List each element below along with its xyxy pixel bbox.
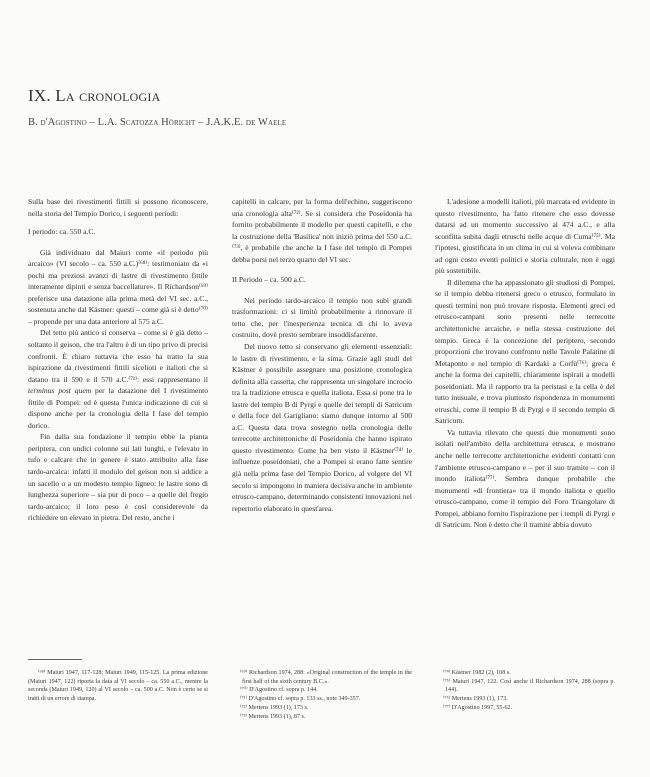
footnote: ⁽⁷³⁾ Mertens 1993 (1), 87 s.	[240, 713, 306, 720]
paragraph: Fin dalla sua fondazione il tempio ebbe la pianta periptera, con undici colonne sui lati lunghi, e l'elevato in tufo e calcare che in genere è stato attribuito alla fase tardo-arcaica: infatti il modulo del geison non si addice a un sacello o a un modesto tempio ligneo: le lastre sono di lunghezza superiore – sia pur di poco – a quelle del fregio tardo-arcaico; il loro peso è così considerevole da richiedere un elevato in pietra. Del resto, anche i	[28, 432, 208, 523]
text-column-2	[232, 196, 412, 514]
section-heading: I periodo: ca. 550 a.C.	[28, 227, 96, 237]
paragraph: capitelli in calcare, per la forma dell'echino, suggeriscono una cronologia alta⁽⁷²⁾. Se si considera che Poseidonia ha fornito probabilmente il modello per questi capitelli, e che la costruzione della 'Basilica' non iniziò prima del 550 a.C.⁽⁷³⁾, è probabile che anche la I fase del tempio di Pompei debba porsi nel terzo quarto del VI sec.	[232, 197, 412, 264]
footnote: ⁽⁷⁵⁾ Maiuri 1947, 122. Così anche il Richardson 1974, 288 (sopra p. 144).	[443, 678, 615, 694]
paragraph: Sulla base dei rivestimenti fittili si possono riconoscere, nella storia del Tempio Dorico, i seguenti periodi:	[28, 197, 208, 218]
footnote: ⁽⁷⁷⁾ D'Agostino 1997, 55-62.	[443, 704, 513, 711]
paragraph: Va tuttavia rilevato che questi due monumenti sono isolati nell'ambito della architettura etrusca, e mostrano anche nelle terrecotte architettoniche evidenti contatti con l'ambiente etrusco-campano e – per il suo tramite – con il mondo italiota⁽⁷⁷⁾. Sembra dunque probabile che monumenti «di frontiera» tra il mondo italiota e quello etrusco-campano, come il tempio del Foro Triangolare di Pompei, abbiano fornito l'ispirazione per i templi di Pyrgi e di Satricum. Non è detto che il tramite abbia dovuto	[435, 427, 615, 530]
paragraph: L'adesione a modelli italioti, più marcata ed evidente in questo rivestimento, ha fatto ritenere che esso dovesse datarsi ad un momento successivo al 474 a.C., e alla sconfitta subita dagli etruschi nelle acque di Cuma⁽⁷⁵⁾. Ma l'ipotesi, giustificata in un clima in cui si voleva combinare ad ogni costo eventi politici e storia culturale, non è oggi più sostenibile.	[435, 197, 615, 276]
footnote: ⁽⁷⁰⁾ D'Agostino cf. sopra p. 144.	[240, 687, 318, 694]
paragraph	[28, 327, 208, 431]
paragraph: Nel periodo tardo-arcaico il tempio non subì grandi trasformazioni: ci si limitò probabilmente a rinnovare il tetto che, per l'inesperienza tecnica di chi lo aveva costruito, dovè presto sembrare insoddisfacente.	[232, 295, 412, 340]
text-column-1	[28, 196, 208, 524]
paragraph-text: Del tetto più antico si conserva – come si è già detto – soltanto il geison, che tra l'altro è di un tipo privo di precisi confronti. È chiaro tuttavia che esso ha tratto la sua ispirazione da rivestimenti fittili sicelioti e italioti che si datano tra il 590 e il 570 a.C.⁽⁷¹⁾: essi rappresentano il	[28, 328, 208, 384]
text-column-3	[435, 196, 615, 531]
chapter-number: IX.	[28, 86, 51, 105]
paragraph: Il dilemma che ha appassionato gli studiosi di Pompei, se il tempio debba ritenersi greco o etrusco, formulato in questi termini non può trovare risposta. Elementi greci ed etrusco-campani sono presenti nelle terrecotte architettoniche arcaiche, e nella stessa costruzione del tempio. Greca è la concezione del periptero, secondo proporzioni che trovano confronto nelle Tavole Palatine di Metaponto e nel tempio di Kardaki a Corfù⁽⁷⁶⁾; greca è anche la forma dei capitelli, chiaramente ispirati a modelli poseidoniati. Ma il rapporto tra la peristasi e la cella è del tutto inusuale, e trova piuttosto rispondenza in monumenti etruschi, come il tempio B di Pyrgi e il secondo tempio di Satricum.	[435, 277, 615, 426]
paragraph-text: per la datazione del I rivestimento fittile di Pompei: ed è questa l'unica indicazione di cui si dispone anche per la cronologia della I fase del tempio dorico.	[28, 386, 208, 430]
footnote-separator	[28, 659, 82, 660]
footnote: ⁽⁷²⁾ Mertens 1993 (1), 173 s.	[240, 704, 309, 711]
footnote: ⁽⁷¹⁾ D'Agostino cf. sopra p. 133 ss., note 349-357.	[240, 696, 361, 703]
chapter-title	[28, 86, 160, 106]
paragraph: Già individuato dal Maiuri come «il periodo più arcaico» (VI secolo – ca. 550 a.C.)⁽⁶⁸⁾: testimoniato da «i pochi ma preziosi avanzi di lastre di rivestimento fittile interamente dipinti e senza baccellature». Il Richardson⁽⁶⁹⁾ preferisce una datazione alla prima metà del VI sec. a.C., sostenuta anche dal Kästner: questi – come già si è detto⁽⁷⁰⁾ – propende per una data anteriore al 575 a.C.	[28, 247, 208, 326]
footnotes-column-3	[435, 669, 615, 713]
chapter-title-text: La cronologia	[55, 86, 161, 105]
footnotes-column-2	[232, 669, 412, 721]
footnote: ⁽⁶⁹⁾ Richardson 1974, 288: «Original construction of the temple in the first half of the sixth century B.C.».	[240, 670, 412, 685]
chapter-authors: B. d'Agostino – L.A. Scatozza Höricht – J.A.K.E. de Waele	[28, 117, 287, 128]
section-heading: II Periodo – ca. 500 a.C.	[232, 275, 306, 285]
latin-phrase: terminus post quem	[28, 386, 92, 396]
footnote: ⁽⁷⁴⁾ Kästner 1982 (2), 108 s.	[443, 670, 511, 676]
paragraph: Del nuovo tetto si conservano gli elementi essenziali: le lastre di rivestimento, e la sima. Grazie agli studi del Kästner è possibile assegnare una posizione cronologica definita alla cassetta, che rappresenta un singolare incrocio tra la tradizione etrusca e quella italiota. Essa si pone tra le lastre del tempio B di Pyrgi e quelle dei templi di Satricum e della foce del Garigliano: siamo dunque intorno al 500 a.C. Questa data trova sostegno nella cronologia delle terrecotte architettoniche di Poseidonia che hanno ispirato questo rivestimento. Come ha ben visto il Kästner⁽⁷⁴⁾ le influenze poseidoniati, che a Pompei si erano fatte sentire già nella prima fase del Tempio Dorico, al volgere del VI secolo si impongono in maniera decisiva anche in ambiente etrusco-campano, determinando consistenti innovazioni nel repertorio elaborato in quest'area.	[232, 342, 412, 513]
footnote: ⁽⁶⁸⁾ Maiuri 1947, 117-128; Maiuri 1949, 115-125. La prima edizione (Maiuri 1947, 122) riporta la data al VI secolo – ca. 550 a.C., mentre la seconda (Maiuri 1949, 120) al VI secolo – ca. 500 a.C. Non è certo se si tratti di un errore di stampa.	[28, 670, 208, 703]
footnote: ⁽⁷⁶⁾ Mertens 1993 (1), 173.	[443, 696, 508, 703]
footnotes-column-1	[28, 669, 208, 704]
